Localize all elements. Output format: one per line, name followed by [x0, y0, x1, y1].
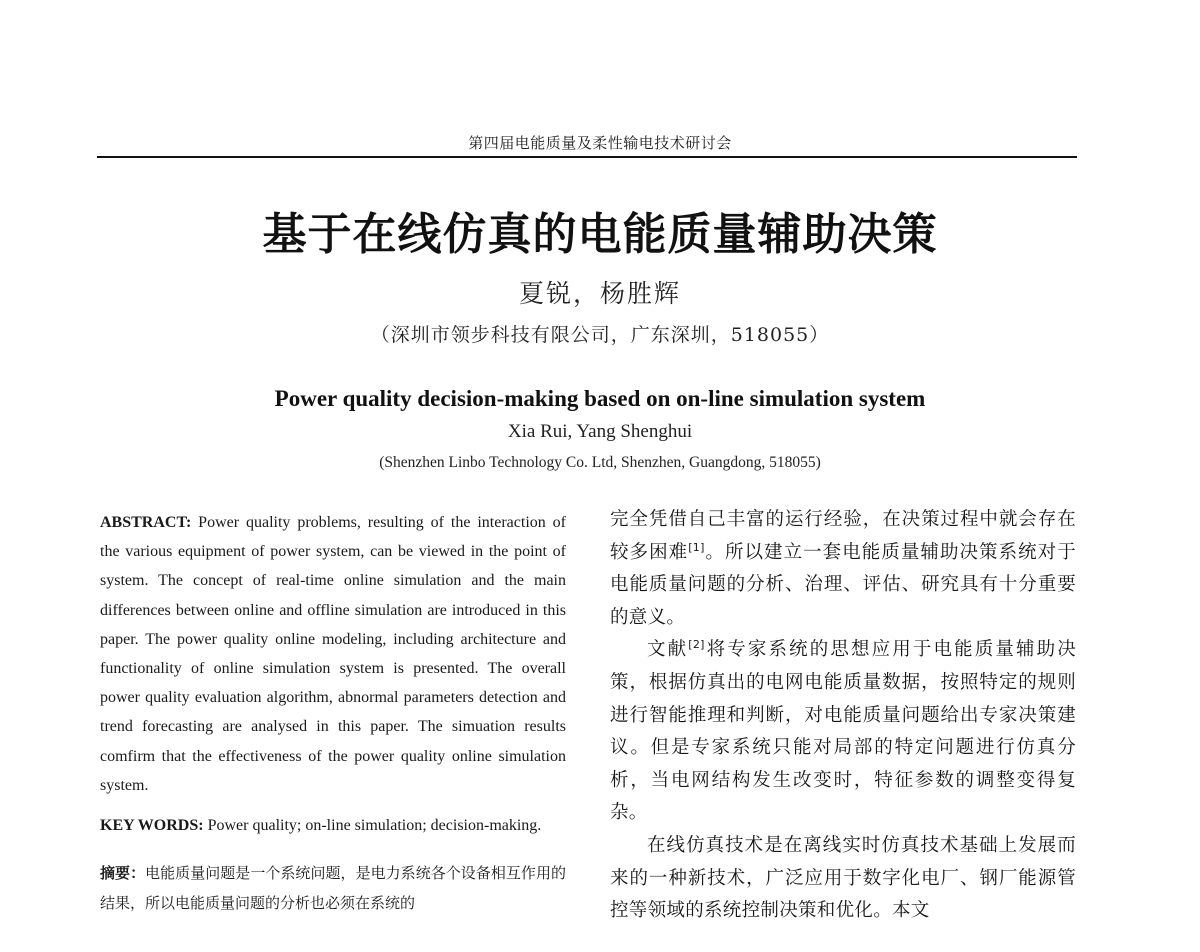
body-p2-head: 文献 [647, 639, 689, 661]
affiliation-cn: （深圳市领步科技有限公司，广东深圳，518055） [370, 324, 830, 346]
keywords-label: KEY WORDS: [100, 817, 204, 835]
abstract-en [100, 508, 566, 800]
paper-title-en: Power quality decision-making based on on-line simulation system [274, 386, 926, 411]
abstract-text: Power quality problems, resulting of the interaction of the various equipment of power system, can be viewed in the point of system. The concept of real-time online simulation and the main differences between online and offline simulation are introduced in this paper. The power quality online modeling, including architecture and functionality of online simulation system is presented. The overall power quality evaluation algorithm, abnormal parameters detection and trend forecasting are analysed in this paper. The simuation results comfirm that the effectiveness of the power quality online simulation system. [100, 514, 566, 794]
authors-cn: 夏锐，杨胜辉 [518, 279, 681, 308]
body-paragraph-1 [610, 504, 1076, 634]
keywords-en [100, 811, 566, 840]
body-paragraph-3: 在线仿真技术是在离线实时仿真技术基础上发展而来的一种新技术，广泛应用于数字化电厂、钢厂能源管控等领域的系统控制决策和优化。本文 [610, 834, 1076, 922]
running-header: 第四届电能质量及柔性输电技术研讨会 [468, 134, 732, 152]
body-p2-text: 将专家系统的思想应用于电能质量辅助决策，根据仿真出的电网电能质量数据，按照特定的规则进行智能推理和判断，对电能质量问题给出专家决策建议。但是专家系统只能对局部的特定问题进行仿真分析，当电网结构发生改变时，特征参数的调整变得复杂。 [610, 639, 1077, 824]
abstract-cn-text: 电能质量问题是一个系统问题，是电力系统各个设备相互作用的结果，所以电能质量问题的分析也必须在系统的 [100, 864, 566, 913]
affiliation-en: (Shenzhen Linbo Technology Co. Ltd, Shenzhen, Guangdong, 518055) [379, 454, 821, 471]
body-p1-tail: 。所以建立一套电能质量辅助决策系统对于电能质量问题的分析、治理、评估、研究具有十分重要的意义。 [610, 541, 1077, 628]
body-p1-text: 完全凭借自己丰富的运行经验，在决策过程中就会存在较多困难 [610, 509, 1076, 563]
citation-2: [2] [688, 638, 705, 652]
abstract-label: ABSTRACT: [100, 514, 192, 531]
right-column [610, 504, 1076, 928]
abstract-cn [100, 858, 566, 918]
header-rule [97, 156, 1077, 158]
authors-en: Xia Rui, Yang Shenghui [507, 421, 693, 442]
body-paragraph-2 [610, 634, 1076, 830]
citation-1: [1] [688, 540, 705, 554]
paper-title-cn: 基于在线仿真的电能质量辅助决策 [262, 209, 938, 260]
abstract-cn-label: 摘要： [100, 864, 146, 883]
left-column [100, 508, 566, 933]
keywords-text: Power quality; on-line simulation; decision-making. [203, 817, 542, 835]
